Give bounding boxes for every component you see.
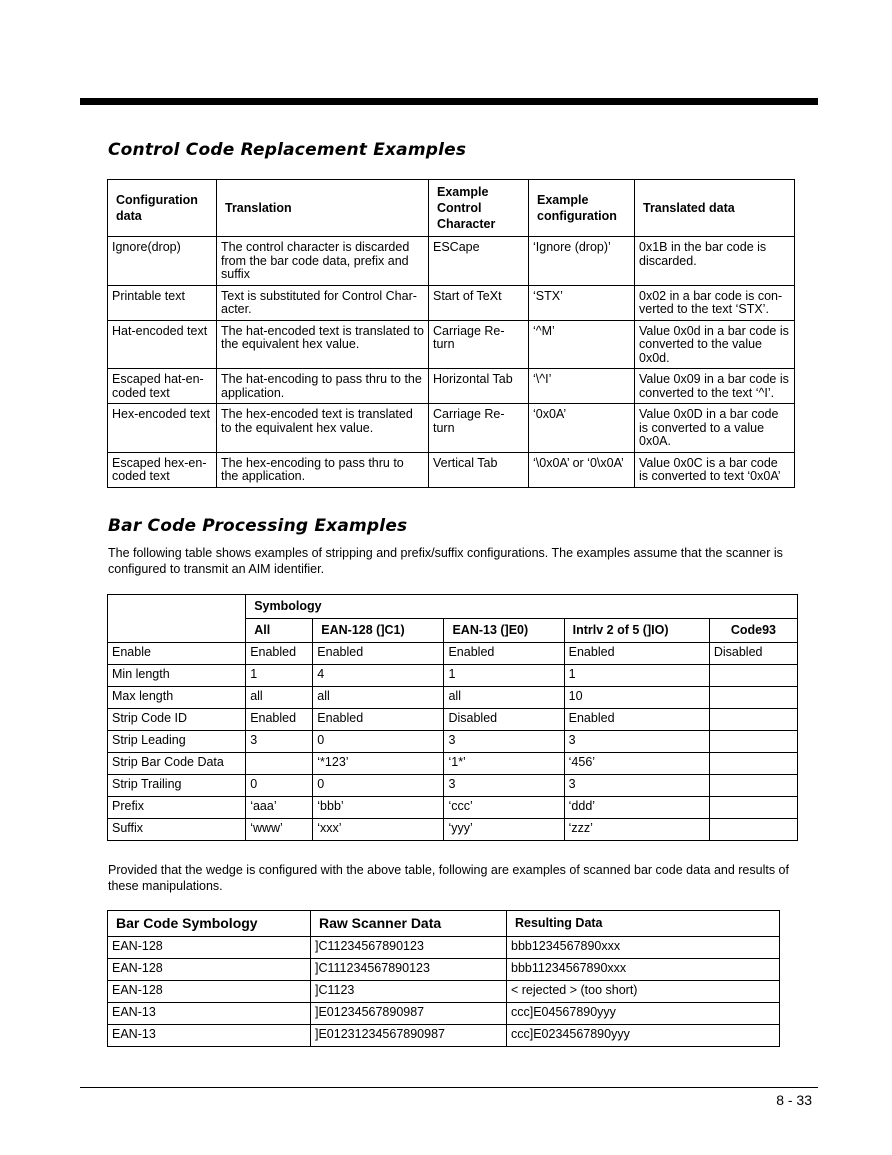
table-cell: The hex-encoding to pass thru to the application.: [217, 452, 429, 487]
scan-results-table: [107, 910, 780, 1047]
table-row: [108, 665, 798, 687]
table-cell: EAN-128: [108, 937, 311, 959]
table-cell: 1: [564, 665, 709, 687]
column-header: Translated data: [635, 180, 795, 237]
table-cell: Disabled: [709, 643, 797, 665]
table-cell: 3: [564, 731, 709, 753]
table-cell: Enabled: [313, 643, 444, 665]
table-row: [108, 981, 780, 1003]
table-row: [108, 775, 798, 797]
table-cell: Value 0x09 in a bar code is converted to the text ‘^I’.: [635, 369, 795, 404]
table-cell: ‘1*’: [444, 753, 564, 775]
table-cell: Value 0x0C is a bar code is converted to text ‘0x0A’: [635, 452, 795, 487]
table-cell: Enabled: [246, 643, 313, 665]
table-header-row: [108, 911, 780, 937]
table-cell: Prefix: [108, 797, 246, 819]
table-row: [108, 819, 798, 841]
table-cell: 3: [564, 775, 709, 797]
table-row: [108, 753, 798, 775]
table-cell: ‘456’: [564, 753, 709, 775]
table-cell: Carriage Re-turn: [429, 404, 529, 453]
table-cell: EAN-128: [108, 959, 311, 981]
section-title-bar-code-processing: Bar Code Processing Examples: [108, 516, 408, 536]
table-cell: Printable text: [108, 285, 217, 320]
header-rule: [80, 98, 818, 105]
table-cell: 10: [564, 687, 709, 709]
table-cell: Strip Leading: [108, 731, 246, 753]
column-header: Resulting Data: [507, 911, 780, 937]
table-cell: ‘ccc’: [444, 797, 564, 819]
table-cell: ccc]E0234567890yyy: [507, 1025, 780, 1047]
table-cell: bbb1234567890xxx: [507, 937, 780, 959]
table-cell: [709, 709, 797, 731]
table-cell: ‘^M’: [529, 320, 635, 369]
table-cell: Enabled: [564, 643, 709, 665]
column-header: Code93: [709, 619, 797, 643]
table-row: [108, 959, 780, 981]
table-cell: ]E01234567890987: [311, 1003, 507, 1025]
column-header: EAN-128 (]C1): [313, 619, 444, 643]
column-header: Configuration data: [108, 180, 217, 237]
table-cell: 1: [246, 665, 313, 687]
table-cell: Strip Trailing: [108, 775, 246, 797]
table-cell: ‘Ignore (drop)’: [529, 237, 635, 286]
table-cell: Suffix: [108, 819, 246, 841]
table-cell: Min length: [108, 665, 246, 687]
table-cell: The hex-encoded text is translated to the equivalent hex value.: [217, 404, 429, 453]
table-cell: Enabled: [444, 643, 564, 665]
table-row: [108, 731, 798, 753]
table-cell: Vertical Tab: [429, 452, 529, 487]
results-paragraph: Provided that the wedge is configured with the above table, following are examples of scanned bar code data and results of these manipulations.: [108, 863, 789, 893]
table-row: [108, 709, 798, 731]
table-cell: 3: [444, 731, 564, 753]
column-header: Example Control Character: [429, 180, 529, 237]
table-cell: bbb11234567890xxx: [507, 959, 780, 981]
table-cell: ‘www’: [246, 819, 313, 841]
empty-header-cell: [108, 595, 246, 643]
table-cell: ]E01231234567890987: [311, 1025, 507, 1047]
footer-rule: [80, 1087, 818, 1088]
table-row: [108, 687, 798, 709]
table-cell: Ignore(drop): [108, 237, 217, 286]
column-header: Translation: [217, 180, 429, 237]
table-cell: ‘zzz’: [564, 819, 709, 841]
table-cell: Disabled: [444, 709, 564, 731]
table-header-row: [108, 180, 795, 237]
table-cell: Carriage Re-turn: [429, 320, 529, 369]
table-cell: ‘ddd’: [564, 797, 709, 819]
table-cell: Value 0x0D in a bar code is converted to a value 0x0A.: [635, 404, 795, 453]
table-cell: Enabled: [564, 709, 709, 731]
table-cell: [709, 665, 797, 687]
table-cell: The hat-encoded text is translated to the equivalent hex value.: [217, 320, 429, 369]
table-row: [108, 237, 795, 286]
table-cell: [709, 797, 797, 819]
table-cell: EAN-13: [108, 1003, 311, 1025]
table-cell: Max length: [108, 687, 246, 709]
table-cell: 0: [313, 775, 444, 797]
table-cell: [709, 687, 797, 709]
table-cell: 0: [313, 731, 444, 753]
table-cell: ‘xxx’: [313, 819, 444, 841]
table-cell: Start of TeXt: [429, 285, 529, 320]
table-cell: Text is substituted for Control Char-acter.: [217, 285, 429, 320]
table-cell: Hex-encoded text: [108, 404, 217, 453]
table-cell: [709, 753, 797, 775]
table-cell: ‘aaa’: [246, 797, 313, 819]
table-cell: Horizontal Tab: [429, 369, 529, 404]
table-row: [108, 404, 795, 453]
table-cell: 1: [444, 665, 564, 687]
column-header: Example configuration: [529, 180, 635, 237]
table-cell: 4: [313, 665, 444, 687]
table-cell: Escaped hex-en-coded text: [108, 452, 217, 487]
table-cell: ‘STX’: [529, 285, 635, 320]
table-cell: ]C11234567890123: [311, 937, 507, 959]
section-title-control-code: Control Code Replacement Examples: [108, 140, 467, 160]
column-header: All: [246, 619, 313, 643]
symbology-group-header: Symbology: [246, 595, 798, 619]
table-cell: Hat-encoded text: [108, 320, 217, 369]
page-number: 8 - 33: [776, 1092, 812, 1108]
table-cell: Value 0x0d in a bar code is converted to the value 0x0d.: [635, 320, 795, 369]
table-cell: [709, 775, 797, 797]
table-cell: 3: [246, 731, 313, 753]
column-header: EAN-13 (]E0): [444, 619, 564, 643]
table-cell: The hat-encoding to pass thru to the application.: [217, 369, 429, 404]
table-cell: 0x1B in the bar code is discarded.: [635, 237, 795, 286]
table-cell: Enabled: [313, 709, 444, 731]
intro-paragraph: The following table shows examples of stripping and prefix/suffix configurations. The examples assume that the scanner is configured to transmit an AIM identifier.: [108, 546, 783, 576]
table-cell: ‘bbb’: [313, 797, 444, 819]
table-row: [108, 285, 795, 320]
table-row: [108, 937, 780, 959]
table-cell: 0x02 in a bar code is con-verted to the text ‘STX’.: [635, 285, 795, 320]
table-row: [108, 1025, 780, 1047]
table-cell: EAN-128: [108, 981, 311, 1003]
table-cell: Enable: [108, 643, 246, 665]
table-cell: [246, 753, 313, 775]
table-cell: Escaped hat-en-coded text: [108, 369, 217, 404]
control-code-table: [107, 179, 795, 488]
table-row: [108, 1003, 780, 1025]
table-cell: ‘*123’: [313, 753, 444, 775]
table-cell: [709, 731, 797, 753]
column-header: Intrlv 2 of 5 (]IO): [564, 619, 709, 643]
table-cell: Strip Bar Code Data: [108, 753, 246, 775]
table-cell: ]C1123: [311, 981, 507, 1003]
table-cell: ccc]E04567890yyy: [507, 1003, 780, 1025]
table-cell: all: [246, 687, 313, 709]
table-row: [108, 797, 798, 819]
table-row: [108, 452, 795, 487]
table-row: [108, 369, 795, 404]
table-cell: Strip Code ID: [108, 709, 246, 731]
column-header: Raw Scanner Data: [311, 911, 507, 937]
table-header-row: [108, 595, 798, 619]
table-cell: The control character is discarded from the bar code data, prefix and suffix: [217, 237, 429, 286]
table-cell: ‘0x0A’: [529, 404, 635, 453]
table-cell: < rejected > (too short): [507, 981, 780, 1003]
table-cell: ‘\^I’: [529, 369, 635, 404]
table-cell: all: [444, 687, 564, 709]
column-header: Bar Code Symbology: [108, 911, 311, 937]
table-row: [108, 643, 798, 665]
table-cell: ‘yyy’: [444, 819, 564, 841]
table-cell: [709, 819, 797, 841]
table-cell: ]C111234567890123: [311, 959, 507, 981]
table-cell: EAN-13: [108, 1025, 311, 1047]
table-cell: Enabled: [246, 709, 313, 731]
table-cell: ESCape: [429, 237, 529, 286]
symbology-config-table: [107, 594, 798, 841]
table-cell: 3: [444, 775, 564, 797]
table-row: [108, 320, 795, 369]
table-cell: all: [313, 687, 444, 709]
table-cell: ‘\0x0A’ or ‘0\x0A’: [529, 452, 635, 487]
table-cell: 0: [246, 775, 313, 797]
